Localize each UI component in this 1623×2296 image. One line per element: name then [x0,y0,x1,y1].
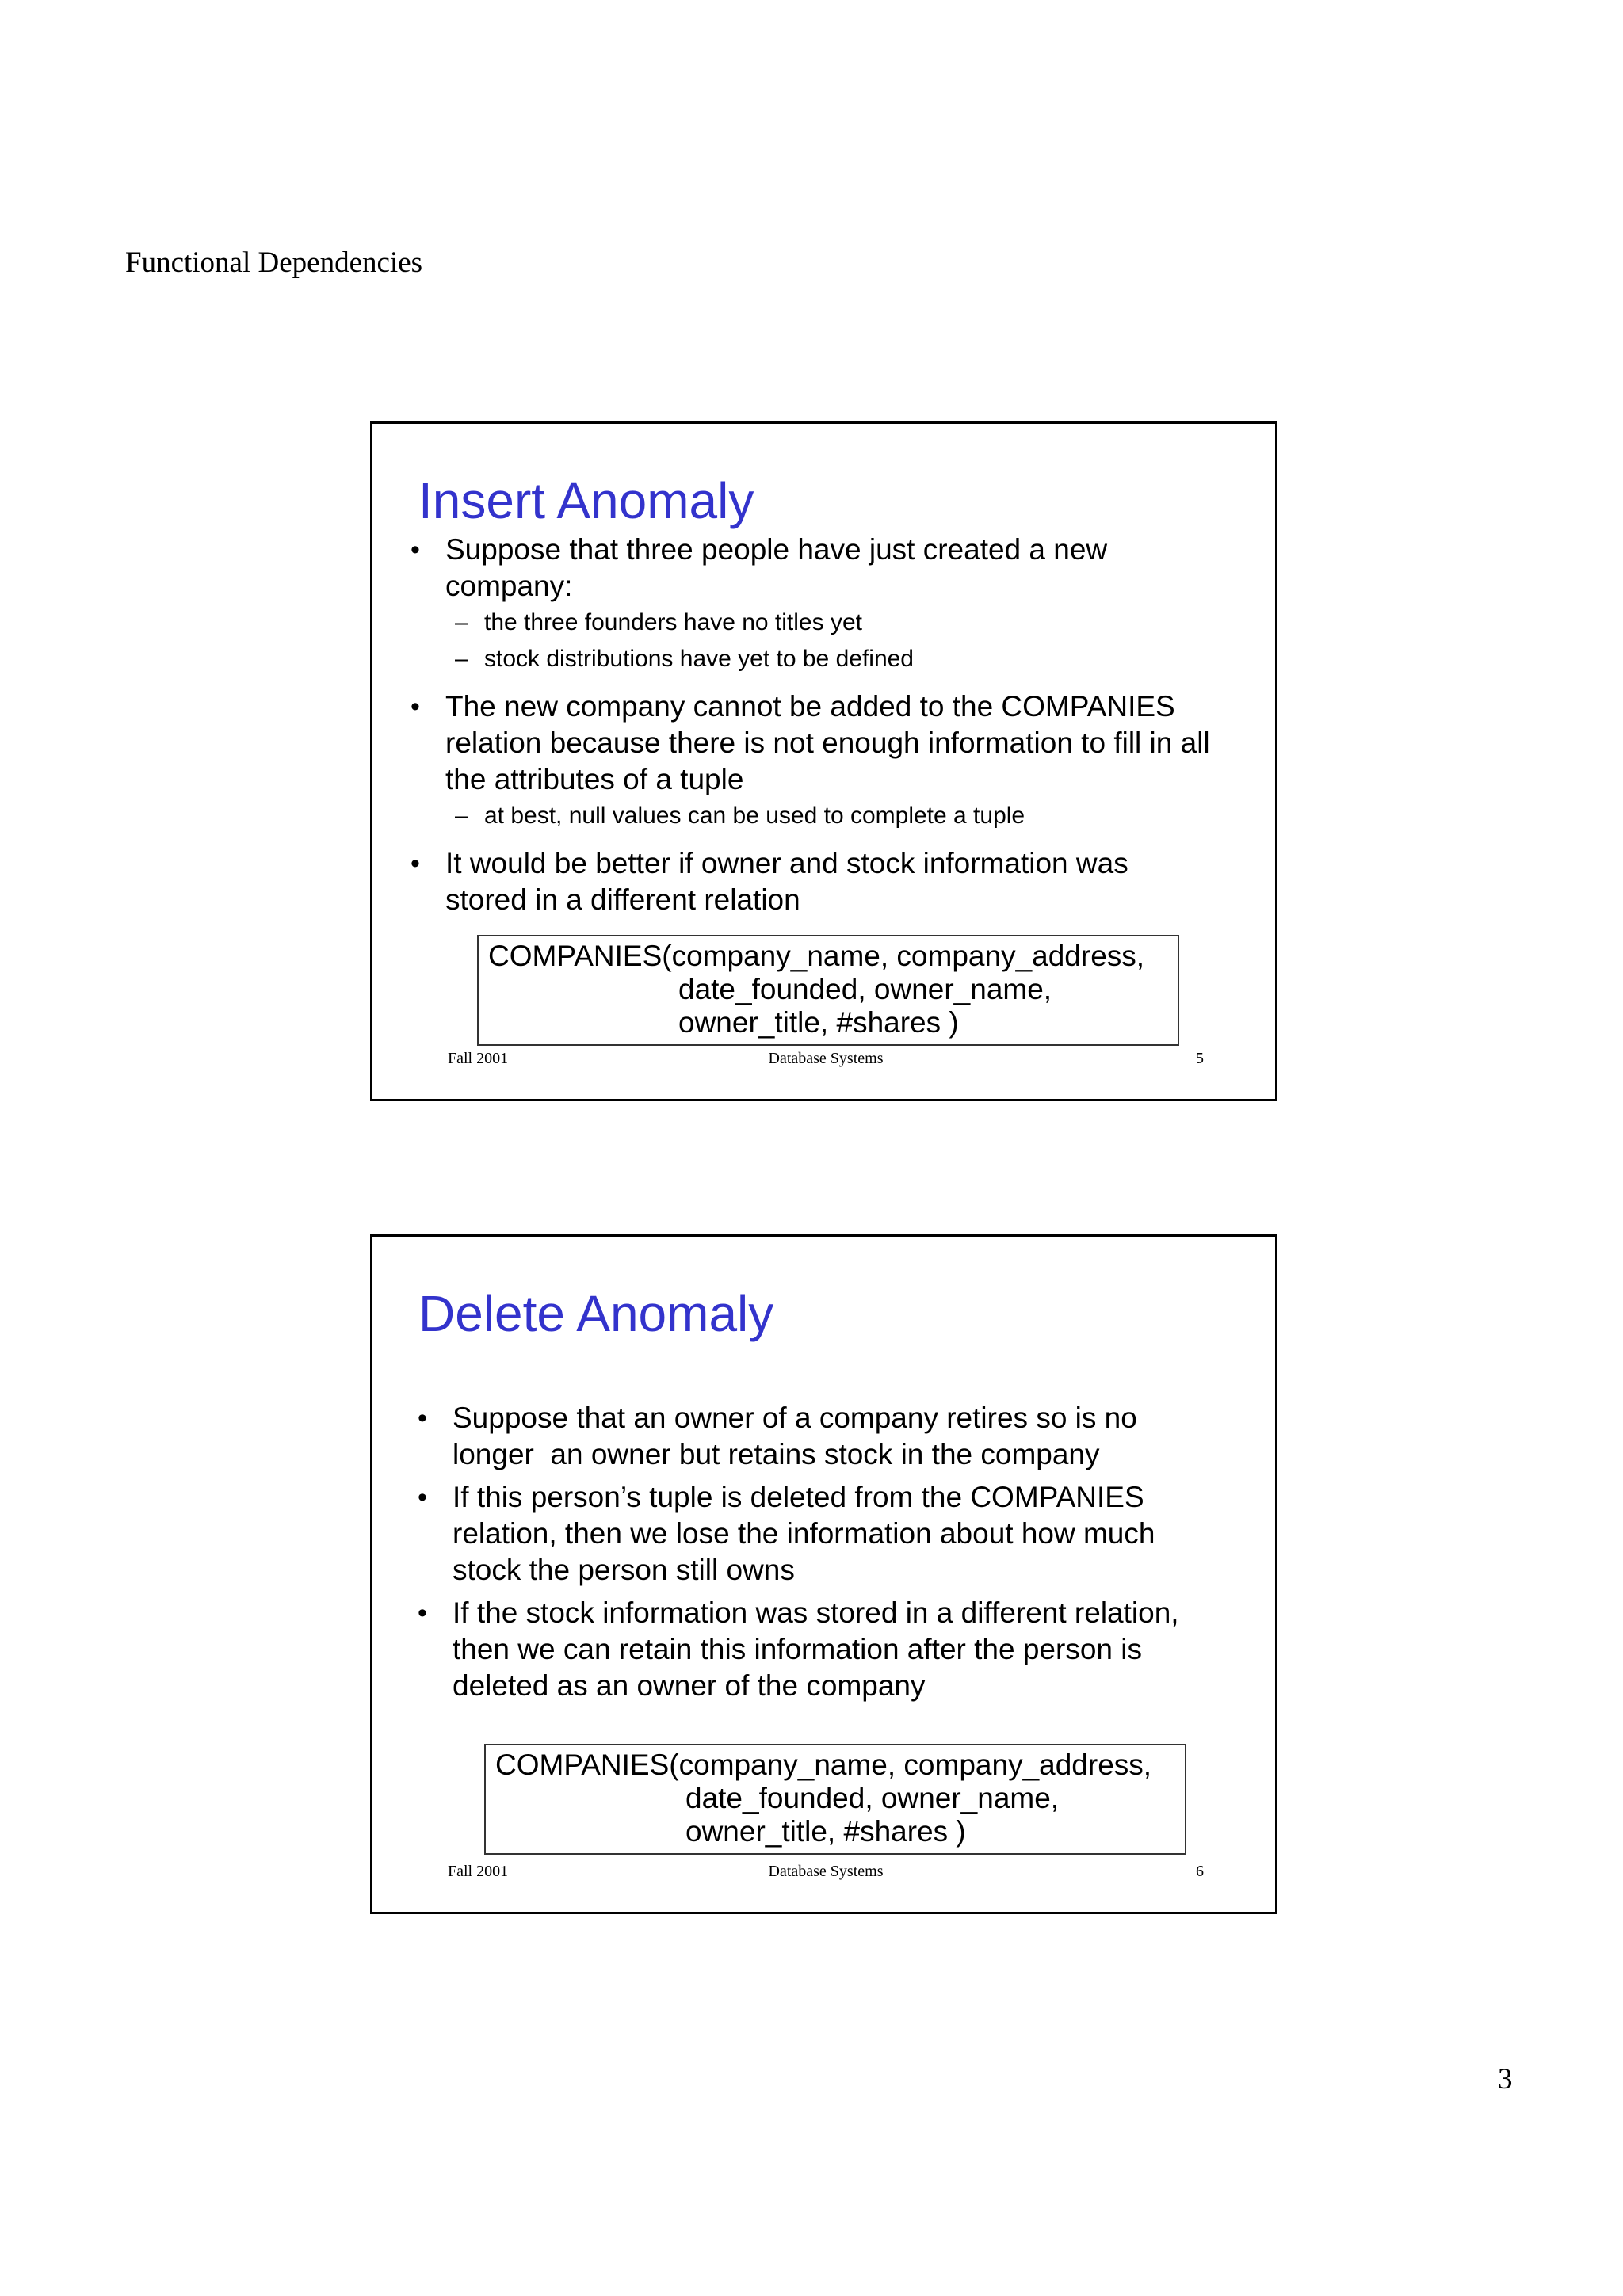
sub-bullet-item [372,641,1275,677]
slide-title: Delete Anomaly [418,1285,774,1342]
footer-date: Fall 2001 [448,1863,509,1880]
page-header: Functional Dependencies [125,246,423,279]
dash-icon: – [455,803,468,829]
sub-bullet-text: stock distributions have yet to be defined [484,646,914,672]
bullet-dot-icon: • [418,1403,427,1433]
schema-line: COMPANIES(company_name, company_address, [495,1749,1152,1781]
bullet-item [372,688,1275,798]
page-number: 3 [1498,2063,1513,2096]
bullet-dot-icon: • [418,1482,427,1512]
footer-date: Fall 2001 [448,1050,509,1067]
bullet-item [372,845,1275,918]
footer-course: Database Systems [768,1863,884,1880]
slide-delete-anomaly [370,1234,1277,1914]
slide-insert-anomaly [370,421,1277,1101]
sub-bullet-text: at best, null values can be used to complete a tuple [484,803,1025,829]
sub-bullet-item [372,605,1275,641]
bullet-item [372,1595,1275,1704]
bullet-dot-icon: • [411,535,420,565]
bullet-text: Suppose that three people have just created a new company: [445,533,1116,602]
schema-line: owner_title, #shares ) [685,1815,966,1848]
schema-box [477,935,1179,1046]
bullet-item [372,1400,1275,1473]
bullet-text: It would be better if owner and stock information was stored in a different relation [445,847,1136,916]
sub-bullet-item [372,798,1275,834]
bullet-dot-icon: • [411,692,420,722]
bullet-list [372,1400,1275,1704]
bullet-text: If this person’s tuple is deleted from the COMPANIES relation, then we lose the information about how much stock the person still owns [453,1481,1163,1586]
dash-icon: – [455,609,468,635]
slide-title: Insert Anomaly [418,472,754,529]
dash-icon: – [455,646,468,672]
bullet-text: Suppose that an owner of a company retires so is no longer an owner but retains stock in the company [453,1402,1146,1470]
bullet-item [372,1479,1275,1589]
bullet-text: The new company cannot be added to the COMPANIES relation because there is not enough information to fill in all the attributes of a tuple [445,690,1218,795]
bullet-dot-icon: • [418,1598,427,1628]
schema-line: COMPANIES(company_name, company_address, [488,940,1145,972]
schema-line: date_founded, owner_name, [685,1782,1060,1814]
footer-slide-number: 5 [1196,1050,1204,1067]
schema-box [484,1744,1186,1855]
sub-bullet-text: the three founders have no titles yet [484,609,862,635]
bullet-dot-icon: • [411,849,420,879]
bullet-text: If the stock information was stored in a different relation, then we can retain this information after the person is deleted as an owner of the company [453,1596,1187,1702]
bullet-item [372,532,1275,605]
schema-line: date_founded, owner_name, [678,973,1052,1005]
schema-line: owner_title, #shares ) [678,1006,959,1039]
footer-slide-number: 6 [1196,1863,1204,1880]
footer-course: Database Systems [768,1050,884,1067]
bullet-list [372,532,1275,918]
